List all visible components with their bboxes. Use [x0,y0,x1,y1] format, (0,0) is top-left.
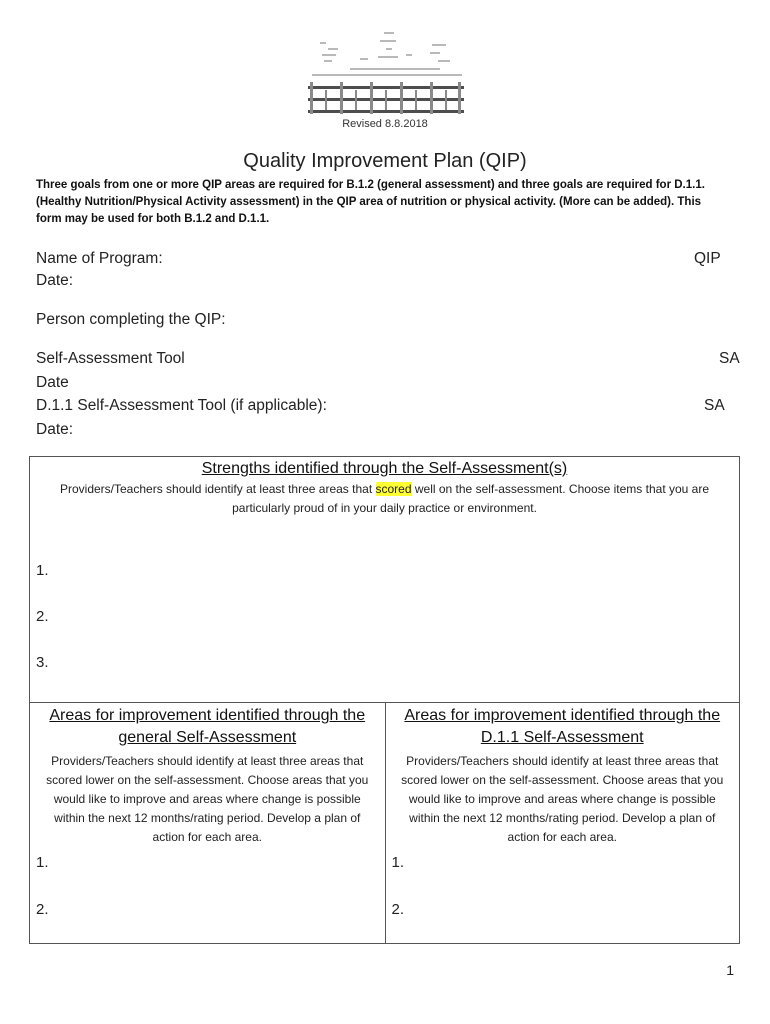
highlighted-word: scored [375,482,412,496]
improvement-d11-item-2: 2. [391,901,405,918]
improvement-section [29,702,740,944]
revision-date: Revised 8.8.2018 [342,118,428,130]
improvement-general-column [30,703,385,943]
d11-date-label: Date: [36,421,74,438]
person-completing-label: Person completing the QIP: [36,311,226,328]
qip-label: QIP [694,250,721,267]
strength-item-3: 3. [36,654,49,671]
d11-tool-label: D.1.1 Self-Assessment Tool (if applicable): [36,397,327,414]
improvement-general-heading: Areas for improvement identified through the general Self-Assessment [49,707,366,746]
improvement-d11-heading: Areas for improvement identified through the D.1.1 Self-Assessment [404,707,721,746]
strength-item-2: 2. [36,608,49,625]
improvement-d11-description: Providers/Teachers should identify at least three areas that scored lower on the self-assessment. Choose areas that you would like to improve and areas where change is possible within the next 12 months/rating period. Develop a plan of action for each area. [401,754,724,844]
date-label: Date: [36,272,74,289]
improvement-general-item-1: 1. [36,854,49,871]
improvement-general-description: Providers/Teachers should identify at least three areas that scored lower on the self-assessment. Choose areas that you would like to improve and areas where change is possible within the next 12 months/rating period. Develop a plan of action for each area. [46,754,369,844]
strengths-desc-pre: Providers/Teachers should identify at least three areas that [59,482,376,496]
program-name-label: Name of Program: [36,250,163,267]
page-title: Quality Improvement Plan (QIP) [243,150,527,172]
page-number: 1 [726,962,734,978]
strengths-section [29,456,740,703]
organization-logo [300,28,472,118]
improvement-general-item-2: 2. [36,901,49,918]
strength-item-1: 1. [36,562,49,579]
d11-sa-label: SA [704,397,725,414]
strengths-description [30,478,739,518]
strengths-desc-post: well on the self-assessment. Choose items that you are particularly proud of in your daily practice or environment. [232,482,710,515]
improvement-d11-item-1: 1. [391,854,405,871]
self-assessment-tool-label: Self-Assessment Tool [36,350,185,367]
sa-label: SA [719,350,740,367]
improvement-d11-column [385,703,740,943]
intro-text: Three goals from one or more QIP areas are required for B.1.2 (general assessment) and three goals are required for D.1.1. (Healthy Nutrition/Physical Activity assessment) in the QIP area of nutrition or physical activity. (More can be added). This form may be used for both B.1.2 and D.1.1. [36,179,705,225]
strengths-heading: Strengths identified through the Self-Assessment(s) [201,460,568,477]
self-assessment-date-label: Date [36,374,69,391]
